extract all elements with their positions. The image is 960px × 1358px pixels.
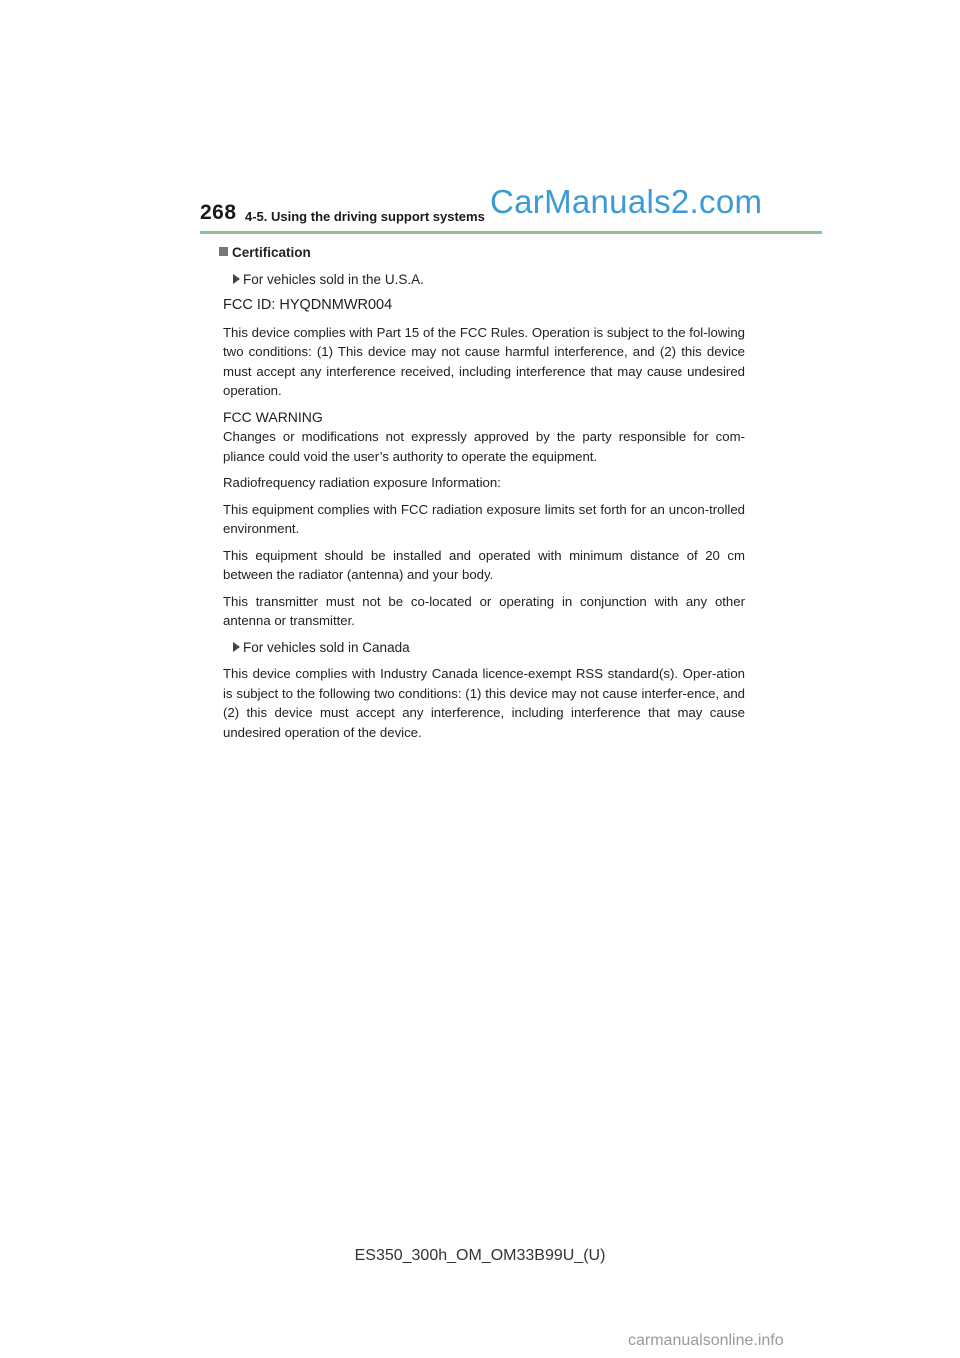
page-number: 268	[200, 201, 237, 224]
fcc-id: FCC ID: HYQDNMWR004	[223, 297, 393, 313]
header-rule	[200, 231, 822, 234]
canada-label: For vehicles sold in Canada	[243, 639, 410, 655]
colocation-paragraph: This transmitter must not be co-located or operating in conjunction with any other antenna or transmitter.	[223, 593, 745, 628]
heading-text: Certification	[232, 245, 311, 260]
certification-heading	[219, 243, 745, 263]
rf-exposure-paragraph: This equipment complies with FCC radiation exposure limits set forth for an uncon-trolled environment.	[223, 501, 745, 536]
fcc-compliance-paragraph: This device complies with Part 15 of the FCC Rules. Operation is subject to the fol-lowing two conditions: (1) This device may not cause harmful interference, and (2) this device must accept any interference received, including interference that may cause undesired operation.	[223, 324, 745, 398]
rf-exposure-title: Radiofrequency radiation exposure Information:	[223, 475, 501, 490]
watermark-footer[interactable]: carmanualsonline.info	[628, 1332, 784, 1349]
usa-subheading	[233, 270, 745, 290]
fcc-warning-title: FCC WARNING	[223, 408, 323, 425]
canada-subheading	[233, 638, 745, 658]
section-title: 4-5. Using the driving support systems	[245, 209, 485, 224]
triangle-bullet-icon	[233, 642, 240, 652]
watermark-logo[interactable]: CarManuals2.com	[490, 183, 763, 220]
usa-label: For vehicles sold in the U.S.A.	[243, 271, 424, 287]
distance-paragraph: This equipment should be installed and operated with minimum distance of 20 cm between the radiator (antenna) and your body.	[223, 547, 745, 582]
document-code: ES350_300h_OM_OM33B99U_(U)	[354, 1247, 606, 1264]
page-content	[223, 243, 745, 749]
fcc-warning-paragraph: Changes or modifications not expressly approved by the party responsible for com-pliance could void the user’s authority to operate the equipment.	[223, 429, 745, 464]
square-bullet-icon	[219, 247, 228, 256]
canada-compliance-paragraph: This device complies with Industry Canada licence-exempt RSS standard(s). Oper-ation is subject to the following two conditions: (1) this device may not cause interfer-ence, and (2) this device must accept any interference, including interference that may cause undesired operation of the device.	[223, 666, 745, 740]
triangle-bullet-icon	[233, 274, 240, 284]
